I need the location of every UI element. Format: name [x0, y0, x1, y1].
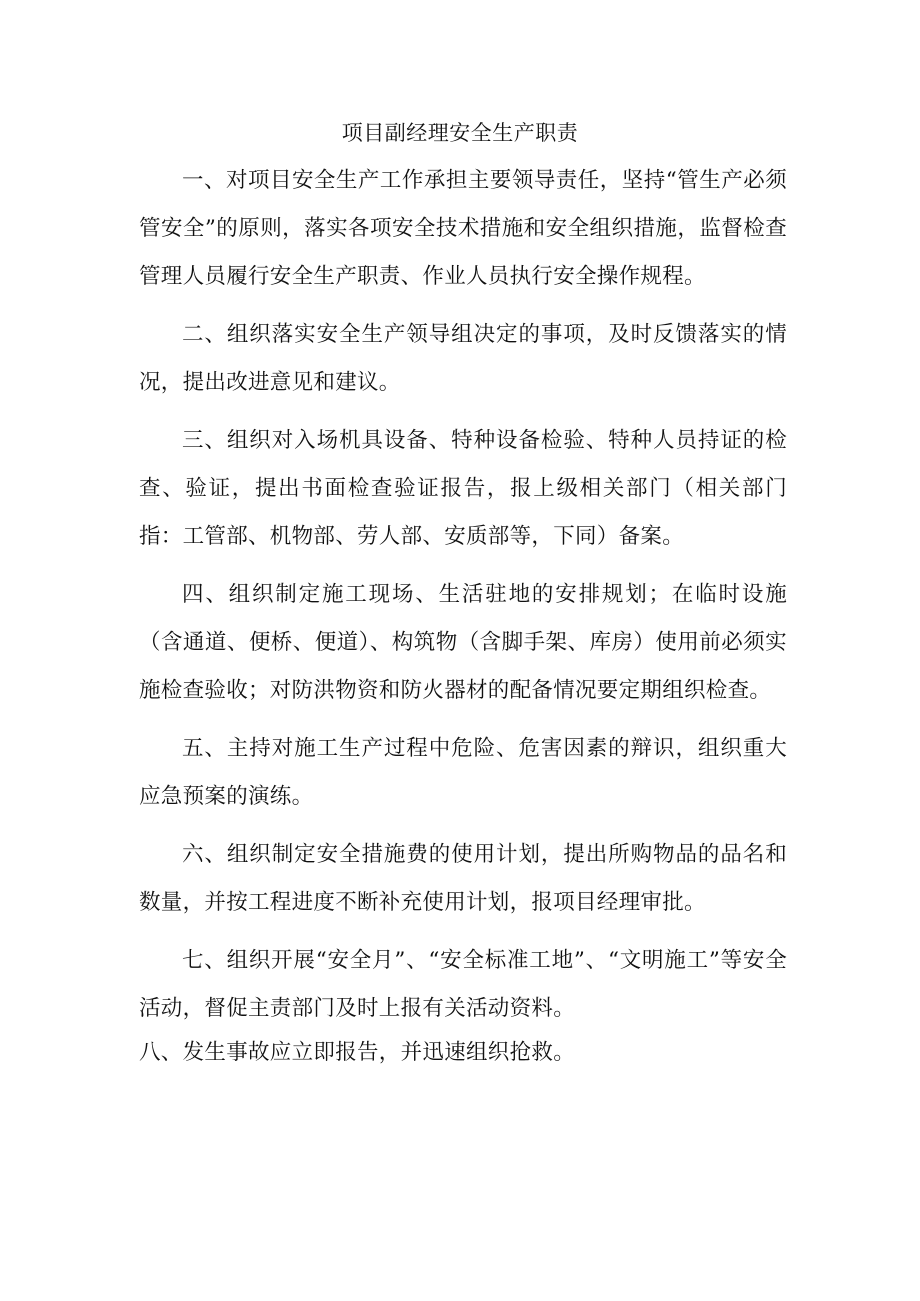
- paragraph-5: 五、主持对施工生产过程中危险、危害因素的辩识，组织重大应急预案的演练。: [139, 736, 787, 809]
- paragraph-8: 八、发生事故应立即报告，并迅速组织抢救。: [139, 1040, 576, 1065]
- paragraph-4: 四、组织制定施工现场、生活驻地的安排规划；在临时设施（含通道、便桥、便道）、构筑物（含脚手架、库房）使用前必须实施检查验收；对防洪物资和防火器材的配备情况要定期组织检查。: [139, 582, 787, 703]
- paragraph-7: 七、组织开展“安全月”、“安全标准工地”、“文明施工”等安全活动，督促主责部门及时上报有关活动资料。: [139, 948, 787, 1021]
- paragraph-2: 二、组织落实安全生产领导组决定的事项，及时反馈落实的情况，提出改进意见和建议。: [139, 322, 787, 395]
- document-body: [139, 157, 787, 1073]
- paragraph-3: 三、组织对入场机具设备、特种设备检验、特种人员持证的检查、验证，提出书面检查验证报告，报上级相关部门（相关部门指：工管部、机物部、劳人部、安质部等，下同）备案。: [139, 428, 787, 549]
- paragraph-1: 一、对项目安全生产工作承担主要领导责任，坚持“管生产必须管安全”的原则，落实各项安全技术措施和安全组织措施，监督检查管理人员履行安全生产职责、作业人员执行安全操作规程。: [139, 168, 787, 289]
- document-title: 项目副经理安全生产职责: [341, 121, 579, 145]
- paragraph-6: 六、组织制定安全措施费的使用计划，提出所购物品的品名和数量，并按工程进度不断补充使用计划，报项目经理审批。: [139, 842, 787, 915]
